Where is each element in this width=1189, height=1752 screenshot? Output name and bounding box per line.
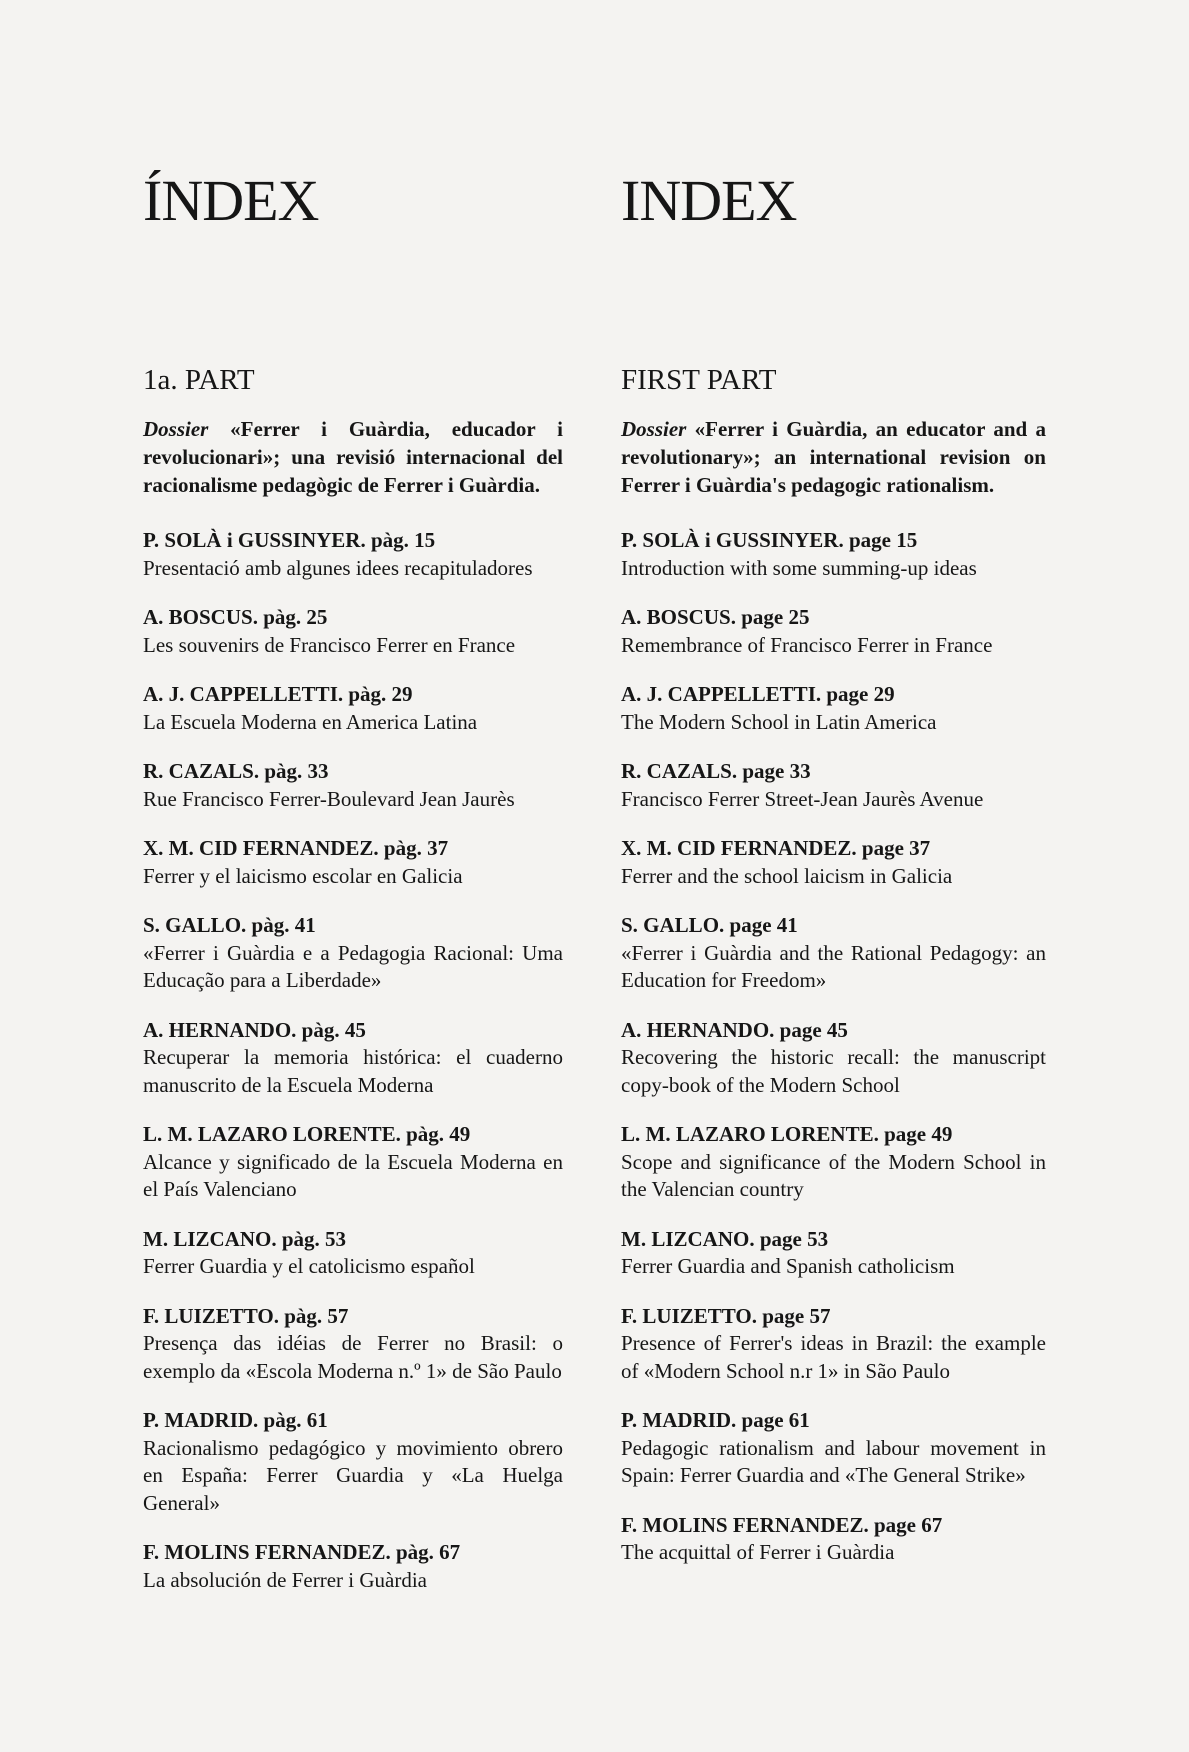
- list-item: [621, 1226, 1046, 1281]
- entry-author: P. MADRID. pàg. 61: [143, 1408, 328, 1432]
- entry-author: A. J. CAPPELLETTI. pàg. 29: [143, 682, 413, 706]
- entry-author: P. SOLÀ i GUSSINYER. pàg. 15: [143, 528, 436, 552]
- dossier-text: «Ferrer i Guàrdia, an educator and a revolutionary»; an international revision on Ferrer i Guàrdia's pedagogic rationalism.: [621, 417, 1046, 497]
- entry-title: «Ferrer i Guàrdia and the Rational Pedagogy: an Education for Freedom»: [621, 940, 1046, 992]
- dossier-text: «Ferrer i Guàrdia, educador i revolucionari»; una revisió internacional del racionalisme pedagògic de Ferrer i Guàrdia.: [143, 417, 564, 497]
- entry-title: Introduction with some summing-up ideas: [621, 555, 977, 580]
- entry-title: La absolución de Ferrer i Guàrdia: [143, 1567, 427, 1592]
- part-title-catalan: 1a. PART: [143, 364, 255, 396]
- entry-title: Presence of Ferrer's ideas in Brazil: the example of «Modern School n.r 1» in São Paulo: [621, 1331, 1046, 1383]
- entry-author: R. CAZALS. page 33: [621, 759, 811, 783]
- entry-title: Francisco Ferrer Street-Jean Jaurès Avenue: [621, 786, 984, 811]
- dossier-word: Dossier: [621, 417, 687, 441]
- dossier-description-catalan: [143, 415, 563, 499]
- entry-title: Ferrer y el laicismo escolar en Galicia: [143, 863, 463, 888]
- list-item: [143, 912, 563, 995]
- entry-author: R. CAZALS. pàg. 33: [143, 759, 329, 783]
- entry-author: S. GALLO. pàg. 41: [143, 913, 316, 937]
- entry-title: Presentació amb algunes idees recapituladores: [143, 555, 533, 580]
- entry-title: Les souvenirs de Francisco Ferrer en France: [143, 632, 516, 657]
- entry-author: A. HERNANDO. page 45: [621, 1017, 848, 1042]
- entry-title: Pedagogic rationalism and labour movement in Spain: Ferrer Guardia and «The General Strike»: [621, 1435, 1046, 1487]
- list-item: [143, 1121, 563, 1204]
- entry-author: F. LUIZETTO. pàg. 57: [143, 1303, 349, 1328]
- entry-title: Presença das idéias de Ferrer no Brasil: o exemplo da «Escola Moderna n.º 1» de São Paulo: [143, 1331, 563, 1383]
- entry-title: Recuperar la memoria histórica: el cuaderno manuscrito de la Escuela Moderna: [143, 1045, 563, 1097]
- entry-title: «Ferrer i Guàrdia e a Pedagogia Racional: Uma Educação para a Liberdade»: [143, 940, 563, 992]
- entry-author: P. SOLÀ i GUSSINYER. page 15: [621, 528, 918, 552]
- list-item: [621, 835, 1046, 890]
- entries-list-catalan: [143, 415, 563, 1616]
- index-title-catalan: ÍNDEX: [143, 168, 319, 233]
- list-item: [621, 1407, 1046, 1490]
- list-item: [621, 527, 1046, 582]
- entry-title: Scope and significance of the Modern School in the Valencian country: [621, 1149, 1046, 1201]
- entry-author: L. M. LAZARO LORENTE. pàg. 49: [143, 1122, 471, 1146]
- entries-list-english: [621, 415, 1046, 1589]
- list-item: [621, 1303, 1046, 1386]
- entry-title: Remembrance of Francisco Ferrer in France: [621, 632, 993, 657]
- dossier-word: Dossier: [143, 417, 209, 441]
- entry-title: The acquittal of Ferrer i Guàrdia: [621, 1540, 895, 1564]
- entry-title: Rue Francisco Ferrer-Boulevard Jean Jaurès: [143, 786, 515, 811]
- list-item: [143, 1226, 563, 1281]
- entry-author: M. LIZCANO. page 53: [621, 1226, 829, 1251]
- entry-author: S. GALLO. page 41: [621, 913, 798, 937]
- entry-author: X. M. CID FERNANDEZ. pàg. 37: [143, 836, 449, 860]
- list-item: [621, 681, 1046, 736]
- part-title-english: FIRST PART: [621, 364, 777, 396]
- list-item: [143, 1539, 563, 1594]
- entry-title: The Modern School in Latin America: [621, 709, 937, 734]
- list-item: [621, 912, 1046, 995]
- list-item: [143, 681, 563, 736]
- entry-author: A. HERNANDO. pàg. 45: [143, 1017, 366, 1042]
- entry-author: F. MOLINS FERNANDEZ. page 67: [621, 1512, 943, 1537]
- list-item: [621, 1017, 1046, 1100]
- entry-title: Recovering the historic recall: the manuscript copy-book of the Modern School: [621, 1045, 1046, 1097]
- list-item: [143, 835, 563, 890]
- list-item: [143, 1407, 563, 1517]
- list-item: [143, 604, 563, 659]
- entry-title: Ferrer and the school laicism in Galicia: [621, 863, 953, 888]
- entry-title: Ferrer Guardia y el catolicismo español: [143, 1254, 475, 1278]
- entry-author: A. BOSCUS. page 25: [621, 605, 810, 629]
- entry-author: F. MOLINS FERNANDEZ. pàg. 67: [143, 1540, 461, 1564]
- entry-title: Racionalismo pedagógico y movimiento obrero en España: Ferrer Guardia y «La Huelga General»: [143, 1435, 563, 1515]
- list-item: [621, 1121, 1046, 1204]
- entry-author: X. M. CID FERNANDEZ. page 37: [621, 836, 931, 860]
- index-title-english: INDEX: [621, 168, 797, 233]
- entry-author: M. LIZCANO. pàg. 53: [143, 1226, 347, 1251]
- list-item: [621, 1512, 1046, 1567]
- list-item: [143, 1017, 563, 1100]
- list-item: [621, 604, 1046, 659]
- list-item: [143, 1303, 563, 1386]
- entry-title: Alcance y significado de la Escuela Moderna en el País Valenciano: [143, 1149, 563, 1201]
- entry-author: A. J. CAPPELLETTI. page 29: [621, 682, 895, 706]
- dossier-description-english: [621, 415, 1046, 499]
- entry-author: F. LUIZETTO. page 57: [621, 1303, 831, 1328]
- list-item: [621, 758, 1046, 813]
- list-item: [143, 527, 563, 582]
- entry-title: La Escuela Moderna en America Latina: [143, 709, 478, 734]
- entry-title: Ferrer Guardia and Spanish catholicism: [621, 1254, 955, 1278]
- entry-author: L. M. LAZARO LORENTE. page 49: [621, 1122, 953, 1146]
- entry-author: A. BOSCUS. pàg. 25: [143, 605, 328, 629]
- list-item: [143, 758, 563, 813]
- entry-author: P. MADRID. page 61: [621, 1408, 810, 1432]
